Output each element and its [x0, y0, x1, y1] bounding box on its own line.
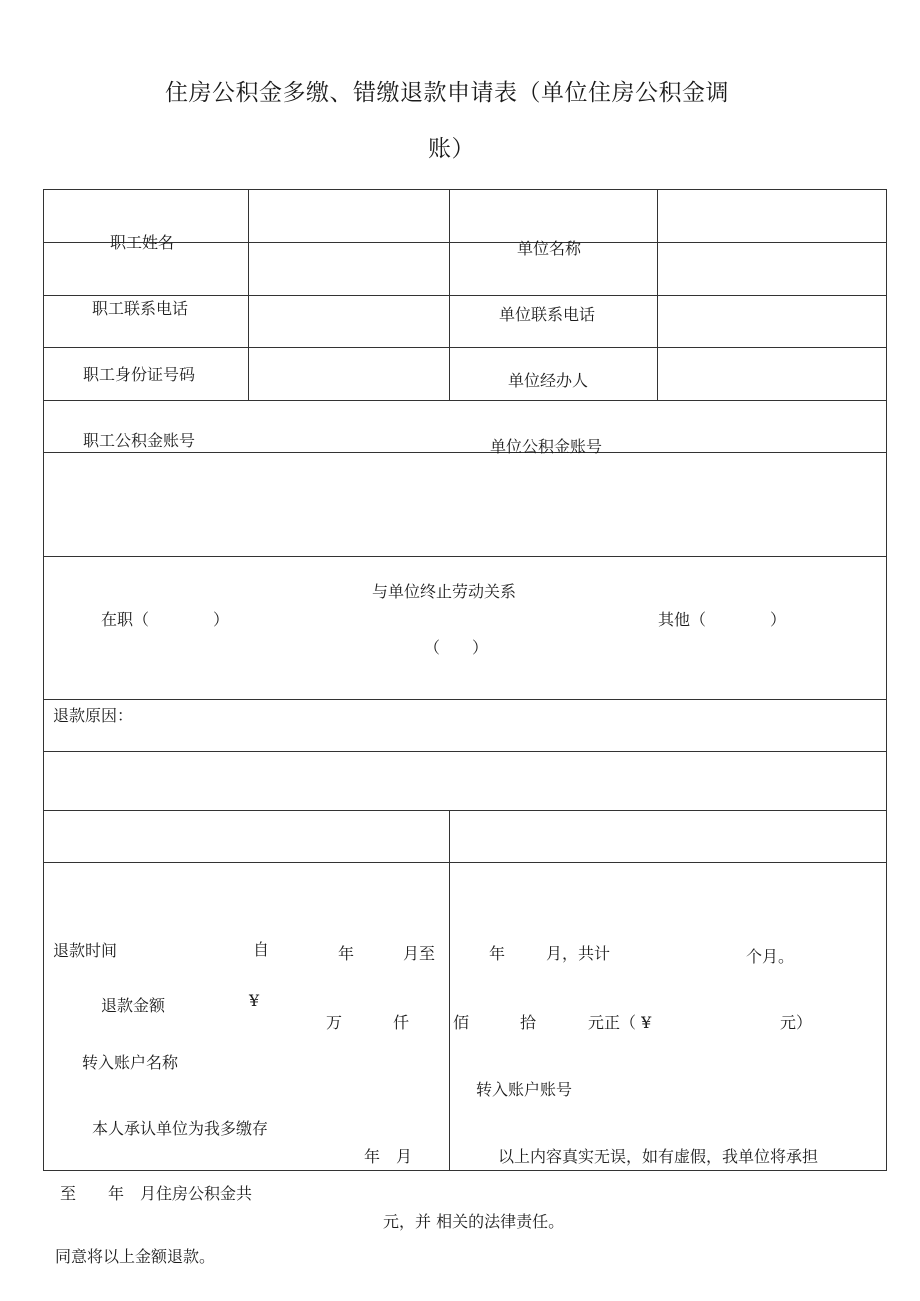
- transfer-account-name-label: 转入账户名称: [82, 1053, 179, 1072]
- declaration-liability: 元，并 相关的法律责任。: [383, 1212, 565, 1231]
- period-month-to: 月至: [403, 944, 436, 963]
- table-rule: [43, 751, 887, 752]
- unit-account-label: 单位公积金账号: [490, 437, 603, 456]
- other-option[interactable]: 其他（ ）: [658, 610, 787, 629]
- refund-reason-label: 退款原因：: [53, 706, 134, 725]
- declaration-agree: 同意将以上金额退款。: [55, 1247, 216, 1266]
- employee-name-label: 职工姓名: [110, 233, 175, 252]
- table-rule: [43, 347, 887, 348]
- unit-handler-label: 单位经办人: [508, 371, 589, 390]
- transfer-account-number-label: 转入账户账号: [476, 1080, 573, 1099]
- amount-qian: 仟: [393, 1013, 410, 1032]
- table-rule: [449, 810, 450, 1171]
- declaration-year-month: 年 月: [364, 1147, 413, 1166]
- table-rule: [43, 189, 887, 190]
- terminated-label: 与单位终止劳动关系: [372, 582, 517, 601]
- amount-yuan-close: 元）: [780, 1013, 813, 1032]
- amount-bai: 佰: [453, 1013, 470, 1032]
- amount-yuan-zheng: 元正（ ¥: [588, 1013, 652, 1032]
- terminated-option[interactable]: （ ）: [424, 638, 489, 657]
- table-rule: [43, 810, 887, 811]
- table-rule: [43, 400, 887, 401]
- table-rule: [43, 1170, 887, 1171]
- table-rule: [43, 452, 887, 453]
- table-rule: [248, 189, 249, 400]
- declaration-confirm: 本人承认单位为我多缴存: [92, 1119, 269, 1138]
- employee-account-label: 职工公积金账号: [83, 431, 196, 450]
- amount-shi: 拾: [520, 1013, 537, 1032]
- form-title-line2: 账）: [428, 136, 475, 162]
- table-rule: [657, 189, 658, 400]
- amount-yen: ¥: [249, 991, 260, 1010]
- table-rule: [886, 189, 887, 1171]
- table-rule: [43, 556, 887, 557]
- amount-wan: 万: [326, 1013, 343, 1032]
- unit-phone-label: 单位联系电话: [499, 305, 596, 324]
- table-rule: [43, 862, 887, 863]
- unit-name-label: 单位名称: [517, 239, 582, 258]
- employee-phone-label: 职工联系电话: [92, 299, 189, 318]
- period-month-total: 月，共计: [546, 944, 611, 963]
- table-rule: [43, 699, 887, 700]
- declaration-truth: 以上内容真实无误，如有虚假，我单位将承担: [498, 1147, 819, 1166]
- employee-id-label: 职工身份证号码: [83, 365, 196, 384]
- employed-option[interactable]: 在职（ ）: [101, 610, 230, 629]
- refund-period-label: 退款时间: [53, 941, 118, 960]
- table-rule: [449, 189, 450, 400]
- form-title-line1: 住房公积金多缴、错缴退款申请表（单位住房公积金调: [165, 80, 729, 106]
- period-year-2: 年: [489, 944, 506, 963]
- refund-amount-label: 退款金额: [101, 996, 166, 1015]
- period-year-1: 年: [338, 944, 355, 963]
- period-from: 自: [253, 940, 270, 959]
- declaration-to-period: 至 年 月住房公积金共: [60, 1184, 253, 1203]
- table-rule: [43, 189, 44, 1171]
- period-months: 个月。: [746, 947, 795, 966]
